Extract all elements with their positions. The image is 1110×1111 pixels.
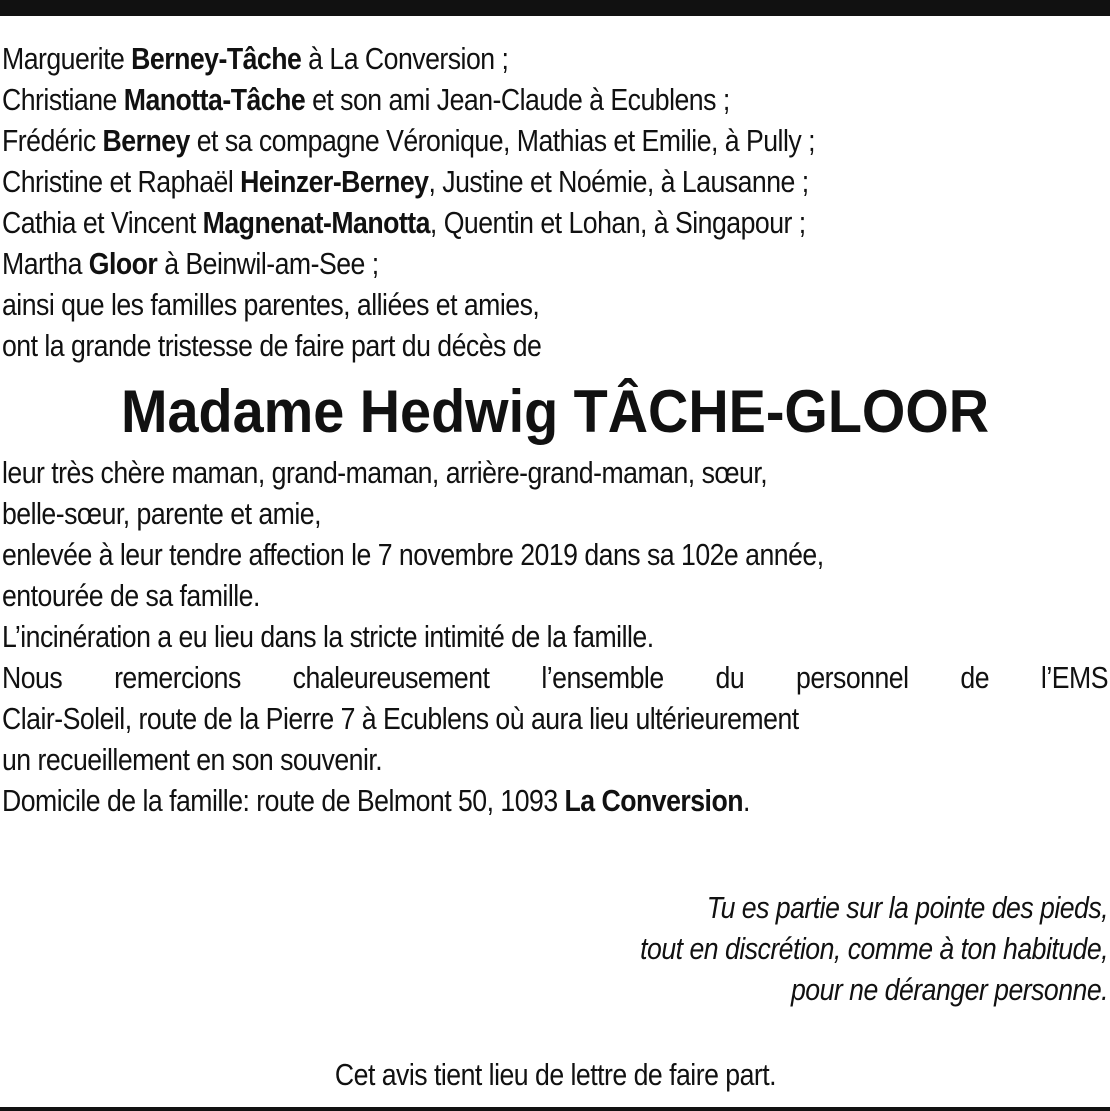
family-domicile: Domicile de la famille: route de Belmont 50, 1093 La Conversion. [2,783,750,818]
mourner-surname: Heinzer-Berney [240,164,429,199]
verse-line: tout en discrétion, comme à ton habitude, [640,931,1108,966]
closing-statement: Cet avis tient lieu de lettre de faire part. [334,1057,776,1092]
bottom-rule [0,1107,1110,1111]
deceased-name: Madame Hedwig TÂCHE-GLOOR [120,378,990,445]
body-line: belle-sœur, parente et amie, [2,496,321,531]
obituary-notice [2,38,1108,821]
body-line: leur très chère maman, grand-maman, arrière-grand-maman, sœur, [2,455,768,490]
notice-body [2,452,1108,780]
body-line-justified: Nous remercions chaleureusement l’ensemble du personnel de l’EMS [2,660,1108,695]
intro-line: ainsi que les familles parentes, alliées et amies, [2,287,540,322]
domicile-town: La Conversion [564,783,743,818]
body-line: un recueillement en son souvenir. [2,742,383,777]
intro-line: ont la grande tristesse de faire part du décès de [2,328,542,363]
mourner-surname: Magnenat-Manotta [202,205,430,240]
mourners-list [2,38,1108,284]
verse-line: Tu es partie sur la pointe des pieds, [706,890,1108,925]
verse-line: pour ne déranger personne. [790,972,1108,1007]
body-line: L’incinération a eu lieu dans la stricte intimité de la famille. [2,619,654,654]
mourner-surname: Gloor [88,246,158,281]
mourner-surname: Berney [102,123,190,158]
body-line: enlevée à leur tendre affection le 7 novembre 2019 dans sa 102e année, [2,537,824,572]
memorial-verse [564,887,1108,1010]
mourner-line: Martha Gloor à Beinwil-am-See ; [2,246,379,281]
body-line: Clair-Soleil, route de la Pierre 7 à Ecublens où aura lieu ultérieurement [2,701,799,736]
mourner-line: Christine et Raphaël Heinzer-Berney, Justine et Noémie, à Lausanne ; [2,164,809,199]
mourner-line: Cathia et Vincent Magnenat-Manotta, Quentin et Lohan, à Singapour ; [2,205,806,240]
mourner-surname: Manotta-Tâche [123,82,306,117]
body-line: entourée de sa famille. [2,578,260,613]
mourner-line: Christiane Manotta-Tâche et son ami Jean-Claude à Ecublens ; [2,82,730,117]
top-rule [0,0,1110,16]
mourner-line: Frédéric Berney et sa compagne Véronique, Mathias et Emilie, à Pully ; [2,123,815,158]
mourner-line: Marguerite Berney-Tâche à La Conversion ; [2,41,509,76]
mourner-surname: Berney-Tâche [131,41,302,76]
